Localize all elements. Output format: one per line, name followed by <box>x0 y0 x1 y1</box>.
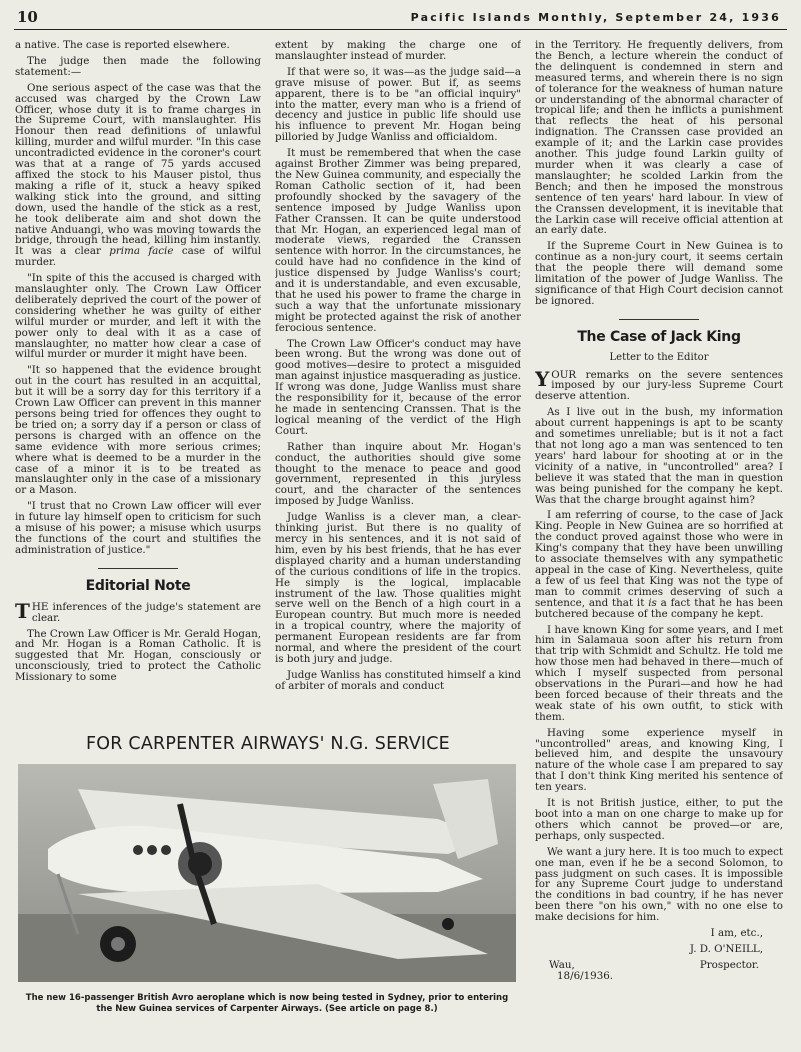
page-number: 10 <box>17 8 38 26</box>
column-middle <box>275 40 521 720</box>
letter-date: 18/6/1936. <box>557 969 614 982</box>
paragraph: As I live out in the bush, my information about current happenings is apt to be scanty and sometimes unreliable; but is it not a fact that not long ago a man was sentenced to ten years' hard labour for shooting at or in the vicinity of a native, in "uncontrolled" area? I believe it was stated that the man in question was being punished for the company he kept. Was that the charge brought against him? <box>535 406 783 506</box>
paragraph: Having some experience myself in "uncontrolled" areas, and knowing King, I believed him, and despite the unsavoury nature of the whole case I am prepared to say that I don't think King merited his sentence of ten years. <box>535 726 783 794</box>
paragraph: YOUR remarks on the severe sentences imposed by our jury-less Supreme Court deserve attention. <box>535 366 783 403</box>
editorial-note-heading: Editorial Note <box>85 577 191 594</box>
paragraph: "In spite of this the accused is charged with manslaughter only. The Crown Law Officer deliberately deprived the court of the power of considering whether he was guilty of either wilful murder or murder, and left it with the power only to deal with it as a case of manslaughter, no matter how clear a case of wilful murder or murder it might have been. <box>15 272 261 361</box>
aeroplane-photo <box>18 764 516 982</box>
paragraph: Judge Wanliss has constituted himself a kind of arbiter of morals and conduct <box>275 668 521 692</box>
italic-word: is <box>648 596 657 609</box>
photo-caption: The new 16-passenger British Avro aeroplane which is now being tested in Sydney, prior to entering the New Guinea services of Carpenter Airways. (See article on page 8.) <box>25 993 509 1014</box>
paragraph: extent by making the charge one of manslaughter instead of murder. <box>275 40 521 62</box>
paragraph: If the Supreme Court in New Guinea is to continue as a non-jury court, it seems certain that the people there will demand some limitation of the power of Judge Wanliss. The significance of that High Court decision cannot be ignored. <box>535 240 783 307</box>
paragraph: "It so happened that the evidence brought out in the court has resulted in an acquittal, but it will be a sorry day for this territory if a Crown Law Officer can prevent in this manner persons being tried for offences they ought to be tried on; a sorry day if a person or class of persons is charged with an offence on the same evidence with more serious crimes; where what is deemed to be a murder in the case of a minor it is to be treated as manslaughter only in the case of a missionary or a Mason. <box>15 364 261 497</box>
paragraph: If that were so, it was—as the judge said—a grave misuse of power. But if, as seems apparent, there is to be "an official inquiry" into the matter, every man who is a friend of decency and justice in public life should use his influence to prevent Mr. Hogan being pilloried by Judge Wanliss and officialdom. <box>275 65 521 144</box>
paragraph: Rather than inquire about Mr. Hogan's conduct, the authorities should give some thought to the menace to peace and good government, represented in this juryless court, and the character of the sentences imposed by Judge Wanliss. <box>275 440 521 508</box>
paragraph: I am referring of course, to the case of Jack King. People in New Guinea are so horrified at the conduct proved against those who were in King's company that they have been unwilling to associate themselves with any sympathetic appeal in the case of King. Nevertheless, quite a few of us feel that King was not the type of man to commit crimes deserving of such a sentence, and that it is a fact that he has been butchered because of the company he kept. <box>535 509 783 620</box>
paragraph: It is not British justice, either, to put the boot into a man on one charge to make up for others which cannot be proved—or are, perhaps, only suspected. <box>535 797 783 842</box>
paragraph: We want a jury here. It is too much to expect one man, even if he be a second Solomon, to pass judgment on such cases. It is impossible for any Supreme Court judge to understand the conditions in bad country, if he has never been there "on his own," with no one else to make decisions for him. <box>535 845 783 924</box>
jack-king-heading: The Case of Jack King <box>577 328 741 345</box>
italic-phrase: prima facie <box>109 245 174 258</box>
section-divider <box>619 319 699 320</box>
section-divider <box>98 568 178 569</box>
photo-banner: FOR CARPENTER AIRWAYS' N.G. SERVICE <box>86 734 450 754</box>
paragraph: "I trust that no Crown Law officer will ever in future lay himself open to criticism for such a misuse of his power; a misuse which usurps the functions of the court and stultifies the administration of justice." <box>15 500 261 556</box>
paragraph: The Crown Law Officer's conduct may have been wrong. But the wrong was done out of good motives—desire to protect a misguided man against injustice masquerading as justice. If wrong was done, Judge Wanliss must share the responsibility for it, because of the error he made in sentencing Cranssen. That is the logical meaning of the verdict of the High Court. <box>275 337 521 437</box>
column-left <box>15 40 261 720</box>
place: Wau, <box>549 958 575 971</box>
paragraph: Judge Wanliss is a clever man, a clear-thinking jurist. But there is no quality of mercy in his sentences, and it is not said of him, even by his best friends, that he has ever displayed charity and a human understanding of the curious conditions of life in the tropics. He simply is the logical, implacable instrument of the law. Those qualities might serve well on the Bench of a high court in a European country. But much more is needed in a tropical country, where the majority of permanent European residents are far from normal, and where the president of the court is both jury and judge. <box>275 511 521 665</box>
paragraph: in the Territory. He frequently delivers, from the Bench, a lecture wherein the conduct of the delinquent is condemned in stern and measured terms, and wherein there is no sign of tolerance for the weakness of human nature or understanding of the abnormal character of tropical life; and then he inflicts a punishment that reflects the heat of his personal indignation. The Cranssen case provided an example of it; and the Larkin case provides another. This judge found Larkin guilty of murder when it was clearly a case of manslaughter; he scolded Larkin from the Bench; and then he imposed the monstrous sentence of ten years' hard labour. In view of the Cranssen development, it is inevitable that the Larkin case will receive official attention at an early date. <box>535 40 783 237</box>
signoff: I am, etc., <box>710 927 763 940</box>
drop-cap: Y <box>535 366 550 391</box>
signature-name: J. D. O'NEILL, <box>689 942 763 955</box>
paragraph: The judge then made the following statement:— <box>15 54 261 78</box>
column-right <box>535 40 783 1000</box>
paragraph: THE inferences of the judge's statement are clear. <box>15 598 261 624</box>
header-rule <box>14 29 787 30</box>
paragraph: The Crown Law Officer is Mr. Gerald Hogan, and Mr. Hogan is a Roman Catholic. It is suggested that Mr. Hogan, consciously or unconsciously, tried to protect the Catholic Missionary to some <box>15 627 261 684</box>
publication-header: Pacific Islands Monthly, September 24, 1936 <box>410 11 781 24</box>
paragraph: a native. The case is reported elsewhere. <box>15 40 230 51</box>
letter-subhead: Letter to the Editor <box>609 351 709 363</box>
role: Prospector. <box>699 958 759 971</box>
paragraph: One serious aspect of the case was that the accused was charged by the Crown Law Officer, whose duty it is to frame charges in the Supreme Court, with manslaughter. His Honour then read definitions of unlawful killing, murder and wilful murder. "In this case uncontradicted evidence in the coroner's court was that at a range of 75 yards accused affixed the stock to his Mauser pistol, thus making a rifle of it, stuck a heavy spiked walking stick into the ground, and sitting down, used the handle of the stick as a rest, he took deliberate aim and shot down the native Anduangi, who was moving towards the bridge, through the head, killing him instantly. It was a clear prima facie case of wilful murder. <box>15 81 261 269</box>
paragraph: It must be remembered that when the case against Brother Zimmer was being prepared, the New Guinea community, and especially the Roman Catholic section of it, had been profoundly shocked by the savagery of the sentence imposed by Judge Wanliss upon Father Cranssen. It can be quite understood that Mr. Hogan, an experienced legal man of moderate views, regarded the Cranssen sentence with horror. In the circumstances, he could have had no confidence in the kind of justice dispensed by Judge Wanliss's court; and it is understandable, and even excusable, that he used his power to frame the charge in such a way that the unfortunate missionary might be protected against the risk of another ferocious sentence. <box>275 147 521 334</box>
paragraph: I have known King for some years, and I met him in Salamaua soon after his return from that trip with Schmidt and Schultz. He told me how those men had behaved in there—much of which I myself suspected from personal observations in the Purari—and how he had been forced because of their threats and the weak state of his own outfit, to stick with them. <box>535 623 783 723</box>
drop-cap: T <box>15 598 30 623</box>
